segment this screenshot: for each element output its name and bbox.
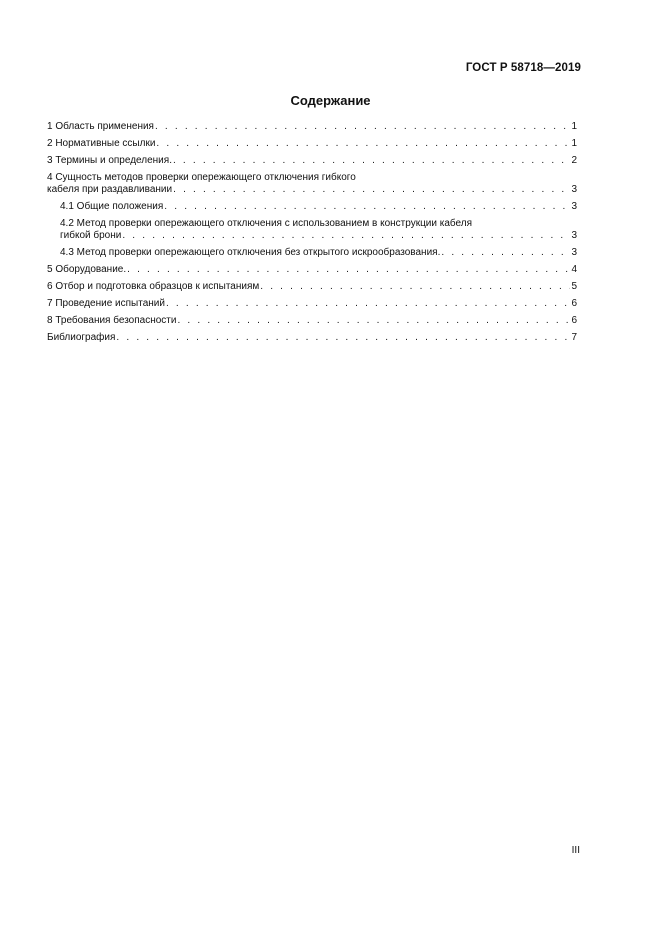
toc-entry-title-line: 4 Сущность методов проверки опережающего отключения гибкого — [47, 172, 356, 183]
page-number: III — [571, 845, 580, 856]
toc-entry-page: 1 — [571, 138, 577, 149]
toc-entry-row — [47, 264, 577, 276]
toc-entry-row — [60, 230, 577, 242]
toc-entry-row — [47, 138, 577, 150]
toc-entry[interactable] — [47, 315, 577, 327]
table-of-contents — [47, 121, 577, 349]
toc-entry-page: 5 — [571, 281, 577, 292]
toc-entry[interactable] — [47, 298, 577, 310]
toc-entry[interactable] — [47, 138, 577, 150]
document-header-code: ГОСТ Р 58718—2019 — [465, 62, 581, 74]
toc-entry-row — [47, 281, 577, 293]
toc-entry-page: 3 — [571, 247, 577, 258]
toc-entry[interactable] — [47, 201, 577, 213]
toc-entry-page: 1 — [571, 121, 577, 132]
toc-entry[interactable] — [47, 121, 577, 133]
toc-entry-page: 3 — [571, 230, 577, 241]
toc-entry-row — [47, 155, 577, 167]
dot-leader — [173, 184, 570, 196]
toc-entry[interactable] — [47, 264, 577, 276]
toc-entry-title: Библиография — [47, 332, 116, 343]
toc-entry-page: 3 — [571, 184, 577, 195]
dot-leader — [173, 155, 570, 167]
toc-entry-title: 3 Термины и определения. — [47, 155, 172, 166]
dot-leader — [260, 281, 570, 293]
toc-entry-title: 5 Оборудование. — [47, 264, 127, 275]
toc-entry-title: 7 Проведение испытаний — [47, 298, 165, 309]
toc-entry-page: 4 — [571, 264, 577, 275]
toc-entry-row — [47, 298, 577, 310]
toc-entry-row — [60, 201, 577, 213]
dot-leader — [127, 264, 570, 276]
dot-leader — [116, 332, 570, 344]
toc-entry[interactable] — [47, 281, 577, 293]
toc-entry[interactable] — [47, 332, 577, 344]
toc-entry-title-line: 4.2 Метод проверки опережающего отключения с использованием в конструкции кабеля — [60, 218, 472, 229]
toc-entry-page: 2 — [571, 155, 577, 166]
toc-entry[interactable] — [47, 155, 577, 167]
toc-entry-title: 8 Требования безопасности — [47, 315, 177, 326]
dot-leader — [166, 298, 570, 310]
toc-entry-title: кабеля при раздавливании — [47, 184, 173, 195]
dot-leader — [156, 138, 570, 150]
toc-entry[interactable] — [47, 218, 577, 242]
toc-title: Содержание — [290, 93, 371, 108]
toc-entry-title: 4.3 Метод проверки опережающего отключения без открытого искрообразования. — [60, 247, 441, 258]
toc-entry[interactable] — [47, 172, 577, 196]
toc-entry-title: гибкой брони — [60, 230, 122, 241]
toc-entry-page: 3 — [571, 201, 577, 212]
toc-entry-page: 6 — [571, 298, 577, 309]
dot-leader — [122, 230, 570, 242]
toc-entry-page: 6 — [571, 315, 577, 326]
toc-entry-row — [47, 121, 577, 133]
toc-entry-title: 2 Нормативные ссылки — [47, 138, 156, 149]
toc-entry-row — [60, 247, 577, 259]
dot-leader — [164, 201, 570, 213]
toc-entry-row — [47, 332, 577, 344]
toc-entry-row — [47, 315, 577, 327]
toc-entry[interactable] — [47, 247, 577, 259]
toc-entry-row — [47, 184, 577, 196]
dot-leader — [441, 247, 570, 259]
dot-leader — [177, 315, 570, 327]
dot-leader — [155, 121, 570, 133]
toc-entry-title: 1 Область применения — [47, 121, 154, 132]
toc-entry-page: 7 — [571, 332, 577, 343]
toc-entry-title: 6 Отбор и подготовка образцов к испытаниям — [47, 281, 260, 292]
toc-entry-title: 4.1 Общие положения — [60, 201, 164, 212]
